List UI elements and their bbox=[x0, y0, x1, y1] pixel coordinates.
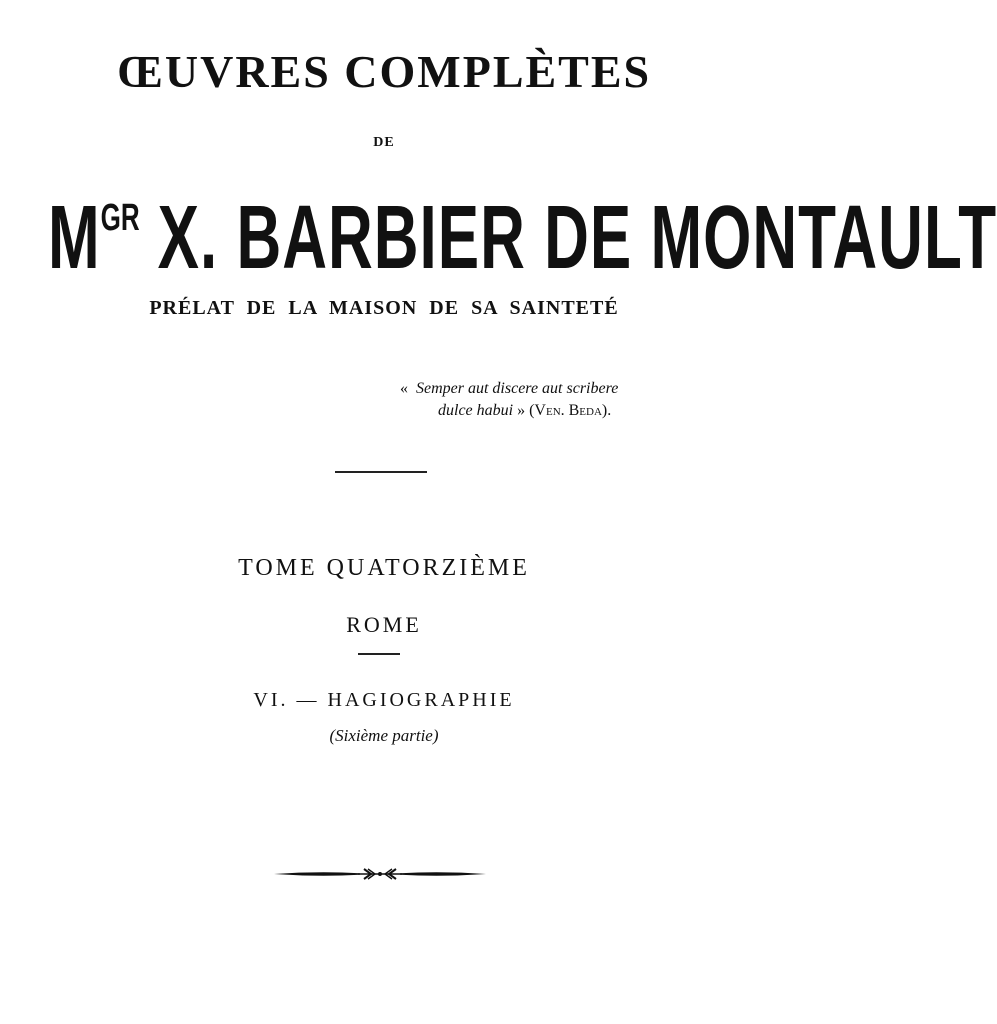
author-name: X. BARBIER DE MONTAULT bbox=[157, 188, 997, 289]
short-divider-rule bbox=[358, 653, 400, 655]
ornament-divider-icon bbox=[272, 862, 488, 886]
epigraph-attribution: (Ven. Beda). bbox=[529, 402, 612, 419]
part-subtitle: (Sixième partie) bbox=[329, 726, 439, 745]
author-name-line bbox=[48, 152, 997, 289]
epigraph-line-1 bbox=[400, 378, 730, 400]
honorific-initial: M bbox=[48, 188, 101, 289]
preposition-de: DE bbox=[373, 135, 395, 150]
epigraph-quote-line-1: Semper aut discere aut scribere bbox=[416, 380, 619, 397]
divider-rule bbox=[335, 471, 427, 473]
author-title: PRÉLAT DE LA MAISON DE SA SAINTETÉ bbox=[149, 297, 619, 319]
epigraph-line-2 bbox=[400, 400, 730, 422]
series-name: ROME bbox=[346, 612, 422, 637]
honorific-superscript: GR bbox=[100, 195, 140, 239]
epigraph bbox=[400, 378, 730, 422]
close-quote: » bbox=[517, 402, 526, 419]
open-quote: « bbox=[400, 380, 408, 397]
epigraph-quote-line-2: dulce habui bbox=[438, 402, 514, 419]
volume-number: TOME QUATORZIÈME bbox=[238, 555, 530, 581]
work-title: ŒUVRES COMPLÈTES bbox=[116, 46, 652, 97]
section-title: VI. — HAGIOGRAPHIE bbox=[253, 689, 515, 711]
